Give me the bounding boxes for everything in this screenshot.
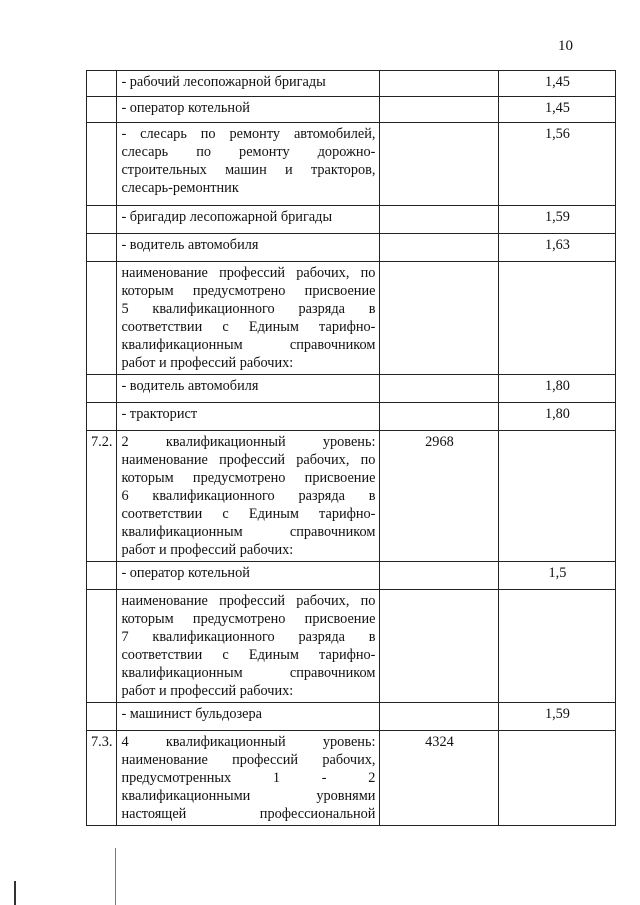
salary-cell <box>380 703 499 731</box>
profession-name-line: 7 квалификационного разряда в <box>121 629 376 645</box>
salary-cell <box>380 71 499 97</box>
profession-name-line: - машинист бульдозера <box>121 706 263 722</box>
table-row <box>87 97 616 123</box>
profession-name-line: настоящей профессиональной <box>121 806 376 822</box>
row-number <box>87 206 117 234</box>
profession-name-line: - слесарь по ремонту автомобилей, <box>121 126 376 142</box>
profession-name <box>117 71 380 97</box>
row-number <box>87 71 117 97</box>
profession-name-line: - оператор котельной <box>121 100 250 116</box>
profession-name-line: которым предусмотрено присвоение <box>121 611 376 627</box>
salary-cell <box>380 262 499 375</box>
scan-mark-column <box>115 848 116 905</box>
salary-cell <box>380 206 499 234</box>
row-number <box>87 562 117 590</box>
profession-name <box>117 123 380 206</box>
profession-name-line: - оператор котельной <box>121 565 250 581</box>
profession-name <box>117 234 380 262</box>
profession-name-line: строительных машин и тракторов, <box>121 162 376 178</box>
salary-cell: 4324 <box>380 731 499 826</box>
row-number <box>87 97 117 123</box>
table-row <box>87 71 616 97</box>
row-number: 7.2. <box>87 431 117 562</box>
profession-name-line: соответствии с Единым тарифно- <box>121 319 376 335</box>
profession-name-line: которым предусмотрено присвоение <box>121 470 376 486</box>
coefficient-cell: 1,45 <box>499 71 616 97</box>
coefficient-cell: 1,59 <box>499 206 616 234</box>
profession-name-line: - рабочий лесопожарной бригады <box>121 74 326 90</box>
table-row <box>87 703 616 731</box>
profession-name-line: слесарь по ремонту дорожно- <box>121 144 376 160</box>
profession-name-line: которым предусмотрено присвоение <box>121 283 376 299</box>
profession-name-line: 4 квалификационный уровень: <box>121 734 376 750</box>
profession-name <box>117 703 380 731</box>
table-row <box>87 123 616 206</box>
profession-name <box>117 431 380 562</box>
coefficient-cell <box>499 590 616 703</box>
row-number <box>87 123 117 206</box>
profession-name <box>117 375 380 403</box>
profession-name <box>117 403 380 431</box>
profession-name <box>117 206 380 234</box>
page-number: 10 <box>558 38 573 54</box>
salary-table <box>86 70 616 826</box>
profession-name-line: соответствии с Единым тарифно- <box>121 647 376 663</box>
coefficient-cell: 1,5 <box>499 562 616 590</box>
profession-name-line: наименование профессий рабочих, по <box>121 452 376 468</box>
scan-mark-left <box>14 881 16 905</box>
profession-name-line: наименование профессий рабочих, <box>121 752 376 768</box>
profession-name-line: квалификационным справочником <box>121 337 376 353</box>
table-row <box>87 206 616 234</box>
table-row <box>87 731 616 826</box>
coefficient-cell: 1,80 <box>499 403 616 431</box>
table-row <box>87 562 616 590</box>
profession-name-line: работ и профессий рабочих: <box>121 355 294 371</box>
profession-name-line: 2 квалификационный уровень: <box>121 434 376 450</box>
coefficient-cell <box>499 731 616 826</box>
profession-name-line: 5 квалификационного разряда в <box>121 301 376 317</box>
table-row <box>87 375 616 403</box>
salary-cell <box>380 234 499 262</box>
table-row <box>87 431 616 562</box>
profession-name-line: слесарь-ремонтник <box>121 180 239 196</box>
salary-cell <box>380 403 499 431</box>
profession-name-line: соответствии с Единым тарифно- <box>121 506 376 522</box>
profession-name-line: квалификационным справочником <box>121 524 376 540</box>
row-number <box>87 403 117 431</box>
profession-name <box>117 731 380 826</box>
row-number <box>87 703 117 731</box>
salary-cell <box>380 562 499 590</box>
profession-name <box>117 97 380 123</box>
row-number: 7.3. <box>87 731 117 826</box>
table-row <box>87 590 616 703</box>
coefficient-cell: 1,45 <box>499 97 616 123</box>
profession-name-line: квалификационными уровнями <box>121 788 376 804</box>
profession-name-line: - водитель автомобиля <box>121 237 259 253</box>
coefficient-cell <box>499 262 616 375</box>
salary-cell <box>380 590 499 703</box>
row-number <box>87 375 117 403</box>
row-number <box>87 590 117 703</box>
table-row <box>87 403 616 431</box>
coefficient-cell <box>499 431 616 562</box>
coefficient-cell: 1,80 <box>499 375 616 403</box>
scan-margin-marks <box>0 848 640 905</box>
row-number <box>87 262 117 375</box>
profession-name-line: предусмотренных 1 - 2 <box>121 770 376 786</box>
profession-name <box>117 590 380 703</box>
profession-name <box>117 562 380 590</box>
profession-name <box>117 262 380 375</box>
salary-cell <box>380 375 499 403</box>
profession-name-line: квалификационным справочником <box>121 665 376 681</box>
coefficient-cell: 1,59 <box>499 703 616 731</box>
row-number <box>87 234 117 262</box>
profession-name-line: - тракторист <box>121 406 198 422</box>
profession-name-line: работ и профессий рабочих: <box>121 542 294 558</box>
profession-name-line: - водитель автомобиля <box>121 378 259 394</box>
coefficient-cell: 1,63 <box>499 234 616 262</box>
profession-name-line: - бригадир лесопожарной бригады <box>121 209 333 225</box>
profession-name-line: работ и профессий рабочих: <box>121 683 294 699</box>
salary-cell: 2968 <box>380 431 499 562</box>
table-row <box>87 234 616 262</box>
profession-name-line: наименование профессий рабочих, по <box>121 265 376 281</box>
salary-cell <box>380 97 499 123</box>
table-row <box>87 262 616 375</box>
profession-name-line: 6 квалификационного разряда в <box>121 488 376 504</box>
profession-name-line: наименование профессий рабочих, по <box>121 593 376 609</box>
salary-cell <box>380 123 499 206</box>
coefficient-cell: 1,56 <box>499 123 616 206</box>
